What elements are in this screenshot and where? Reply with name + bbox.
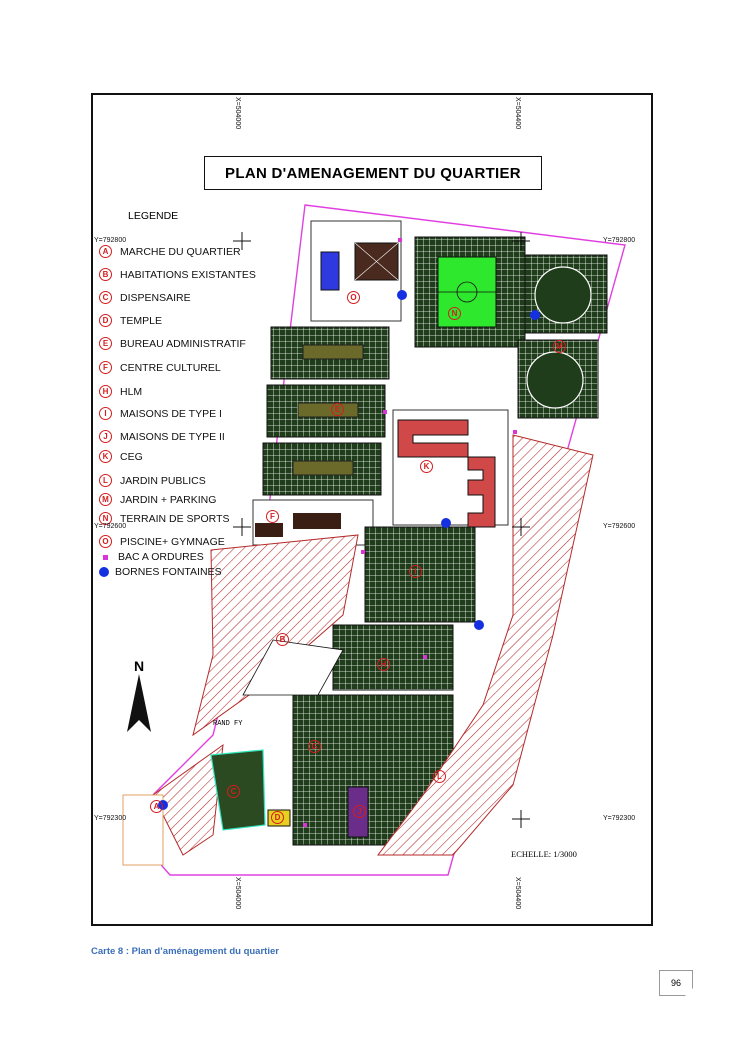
coord-x-top-left: X=504000: [234, 97, 241, 130]
legend-label: MAISONS DE TYPE I: [120, 407, 222, 420]
figure-caption: Carte 8 : Plan d’aménagement du quartier: [91, 946, 279, 957]
legend-item-m: [99, 493, 216, 506]
map-scale: ECHELLE: 1/3000: [511, 849, 577, 859]
legend-symbol-o: O: [99, 535, 112, 548]
north-arrow-icon: [127, 674, 151, 734]
legend-item-b: [99, 268, 256, 281]
zone-label: A: [150, 800, 163, 813]
legend-item-f: [99, 361, 221, 374]
zone-label: H: [377, 658, 390, 671]
legend-label: BAC A ORDURES: [118, 551, 204, 563]
zone-label: C: [227, 785, 240, 798]
legend-symbol-m: M: [99, 493, 112, 506]
coord-x-top-right: X=504400: [514, 97, 521, 130]
legend-label: CENTRE CULTUREL: [120, 361, 221, 374]
north-label: N: [133, 658, 145, 674]
zone-label: I: [409, 565, 422, 578]
legend-symbol-f: F: [99, 361, 112, 374]
legend-item-i: [99, 407, 222, 420]
bin-symbol: [103, 555, 108, 560]
zone-label: O: [347, 291, 360, 304]
legend-label: BUREAU ADMINISTRATIF: [120, 337, 246, 350]
coord-y-bottom-right: Y=792300: [603, 815, 636, 822]
houses-block-2: [333, 625, 453, 690]
legend-item-d: [99, 314, 162, 327]
legend-label: TEMPLE: [120, 314, 163, 327]
legend-label: BORNES FONTAINES: [115, 566, 222, 578]
legend-symbol-c: C: [99, 291, 112, 304]
legend-symbol-d: D: [99, 314, 112, 327]
legend-label: HABITATIONS EXISTANTES: [120, 268, 256, 281]
page-number: 96: [659, 970, 693, 996]
fountain-symbol: [99, 567, 109, 577]
legend-label: MARCHE DU QUARTIER: [120, 245, 241, 258]
legend-symbol-b: B: [99, 268, 112, 281]
legend-item-j: [99, 430, 225, 443]
zone-label: J: [353, 805, 366, 818]
legend-symbol-h: H: [99, 385, 112, 398]
legend-item-bins: [99, 551, 204, 563]
zone-label: L: [433, 770, 446, 783]
map-frame: [91, 93, 653, 926]
map-title: PLAN D'AMENAGEMENT DU QUARTIER: [204, 156, 542, 190]
zone-label: N: [448, 307, 461, 320]
coord-y-bottom-left: Y=792300: [94, 815, 127, 822]
zone-label: B: [276, 633, 289, 646]
zone-label: D: [271, 811, 284, 824]
legend-symbol-n: N: [99, 512, 112, 525]
north-arrow: [127, 658, 151, 739]
legend-item-o: [99, 535, 225, 548]
legend-symbol-i: I: [99, 407, 112, 420]
coord-y-mid-left: Y=792600: [94, 523, 127, 530]
legend-label: JARDIN PUBLICS: [120, 474, 206, 487]
legend-item-e: [99, 337, 246, 350]
legend-symbol-l: L: [99, 474, 112, 487]
legend-item-k: [99, 450, 143, 463]
legend-item-h: [99, 385, 142, 398]
legend-label: JARDIN + PARKING: [120, 493, 217, 506]
coord-x-bottom-left: X=504000: [234, 877, 241, 910]
zone-label: F: [266, 510, 279, 523]
legend-title: LEGENDE: [128, 210, 179, 222]
zone-label: E: [331, 403, 344, 416]
legend-label: HLM: [120, 385, 143, 398]
coord-y-mid-right: Y=792600: [603, 523, 636, 530]
legend-label: MAISONS DE TYPE II: [120, 430, 225, 443]
legend-item-l: [99, 474, 206, 487]
legend-item-fountains: [99, 566, 222, 578]
legend-label: PISCINE+ GYMNAGE: [120, 535, 225, 548]
legend-label: DISPENSAIRE: [120, 291, 191, 304]
legend-label: CEG: [120, 450, 143, 463]
legend-symbol-a: A: [99, 245, 112, 258]
legend-symbol-k: K: [99, 450, 112, 463]
swimming-pool: [321, 252, 339, 290]
zone-label: G: [308, 740, 321, 753]
zone-label: M: [553, 340, 566, 353]
coord-x-bottom-right: X=504400: [514, 877, 521, 910]
legend-symbol-e: E: [99, 337, 112, 350]
legend-item-a: [99, 245, 241, 258]
coord-y-top-left: Y=792800: [94, 237, 127, 244]
legend-symbol-j: J: [99, 430, 112, 443]
legend-label: TERRAIN DE SPORTS: [120, 512, 230, 525]
road-label: RAND FY: [213, 720, 243, 728]
coord-y-top-right: Y=792800: [603, 237, 636, 244]
legend-item-c: [99, 291, 191, 304]
zone-label: K: [420, 460, 433, 473]
